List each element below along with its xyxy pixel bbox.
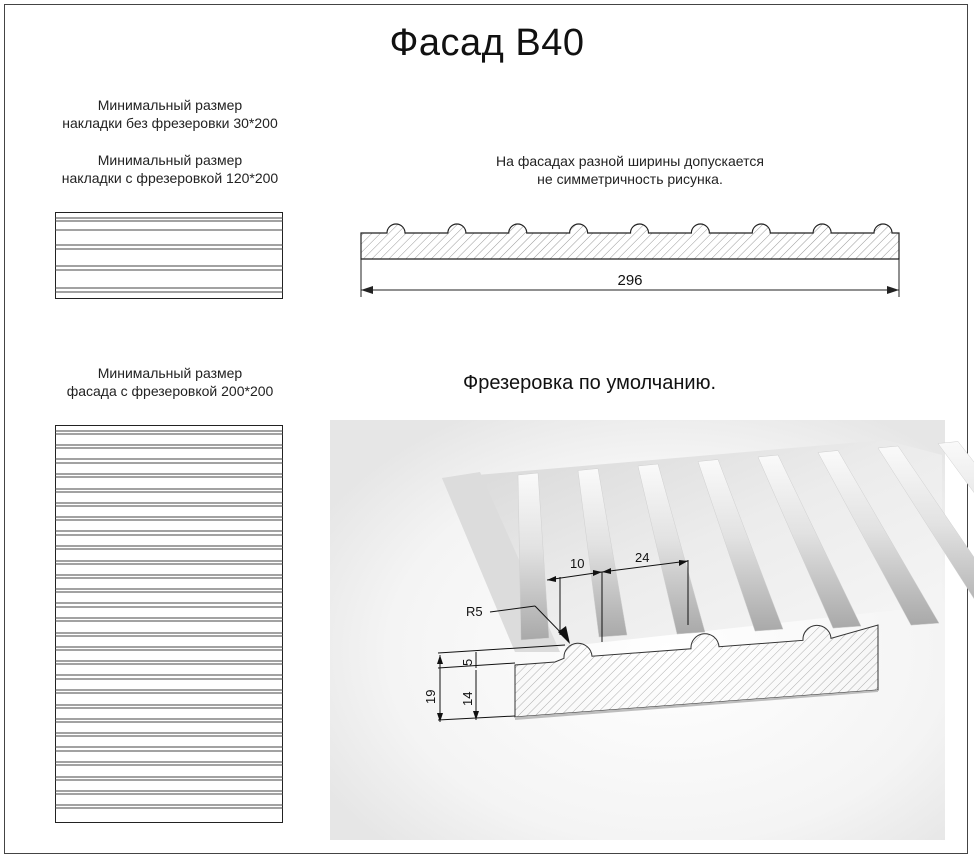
note-asymmetry [430,152,830,188]
note-line: Минимальный размер [97,365,243,381]
note-min-size-with-milling [20,151,320,187]
note-min-facade-size [20,364,320,400]
overlay-sample-small [55,212,285,302]
note-line: не симметричность рисунка. [537,171,723,187]
arrow-left-icon [361,286,373,294]
profile-shape [361,224,899,259]
dim-pitch-label: 24 [635,550,650,565]
profile-cross-section [356,215,906,300]
profile-width-label: 296 [617,272,643,289]
facade-sample-large [55,425,285,825]
note-line: накладки без фрезеровки 30*200 [62,115,278,131]
page-title: Фасад В40 [389,22,585,64]
arrow-right-icon [887,286,899,294]
note-line: Минимальный размер [97,97,243,113]
note-min-size-no-milling [20,96,320,132]
dim-total-thickness-label: 19 [423,689,438,704]
note-line: накладки с фрезеровкой 120*200 [61,170,279,186]
dim-spacing-label: 10 [570,556,585,571]
dim-radius-label: R5 [466,604,483,619]
default-milling-heading: Фрезеровка по умолчанию. [463,372,717,394]
dim-groove-depth-label: 5 [460,658,475,666]
dim-base-thickness-label: 14 [460,691,475,706]
note-line: фасада с фрезеровкой 200*200 [66,383,274,399]
note-line: На фасадах разной ширины допускается [496,153,764,169]
milling-3d-render [330,420,945,840]
note-line: Минимальный размер [97,152,243,168]
